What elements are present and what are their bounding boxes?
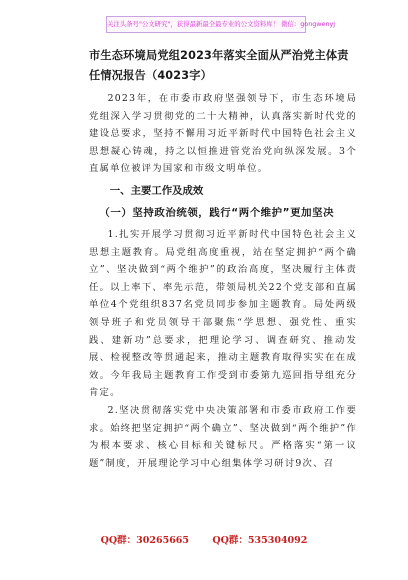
body-paragraph-2: 2.坚决贯彻落实党中央决策部署和市委市政府工作要求。始终把坚定拥护“两个确立”、坚决做到“两个维护”作为根本要求、核心目标和关键标尺。严格落实“第一议题”制度，开展理论学习中心组集体学习研讨9次、召 (89, 404, 357, 469)
body-paragraph-1: 1.扎实开展学习贯彻习近平新时代中国特色社会主义思想主题教育。局党组高度重视，站在坚定拥护“两个确立”、坚决做到“两个维护”的政治高度，坚决履行主体责任。以上率下、率先示范，带领局机关22个党支部和直属单位4个党组织837名党员同步参加主题教育。局处两级领导班子和党员领导干部聚焦“学思想、强党性、重实践、建新功”总要求，把理论学习、调查研究、推动发展、检视整改等贯通起来，推动主题教育取得实实在在成效。今年我局主题教育工作受到市委第九巡回指导组充分肯定。 (89, 228, 357, 399)
section-heading: 一、主要工作及成效 (109, 184, 204, 197)
document-title: 市生态环境局党组2023年落实全面从严治党主体责任情况报告（4023字） (89, 49, 349, 82)
document-page (89, 46, 357, 472)
qq-group-2: QQ群：535304092 (212, 535, 308, 546)
qq-group-1: QQ群：30265665 (100, 535, 190, 546)
footer-contacts (0, 532, 408, 546)
intro-paragraph: 2023年，在市委市政府坚强领导下，市生态环境局党组深入学习贯彻党的二十大精神，认真落实新时代党的建设总要求，坚持不懈用习近平新时代中国特色社会主义思想凝心铸魂，持之以恒推进管党治党向纵深发展。3个直属单位被评为国家和市级文明单位。 (89, 93, 357, 175)
subsection-heading: （一）坚持政治统领，践行“两个维护”更加坚决 (99, 206, 335, 219)
promo-banner: 关注头条号"公文研究"，获得最新最全最专业的公文资料库！ 微信：gongwenyj (106, 16, 306, 33)
